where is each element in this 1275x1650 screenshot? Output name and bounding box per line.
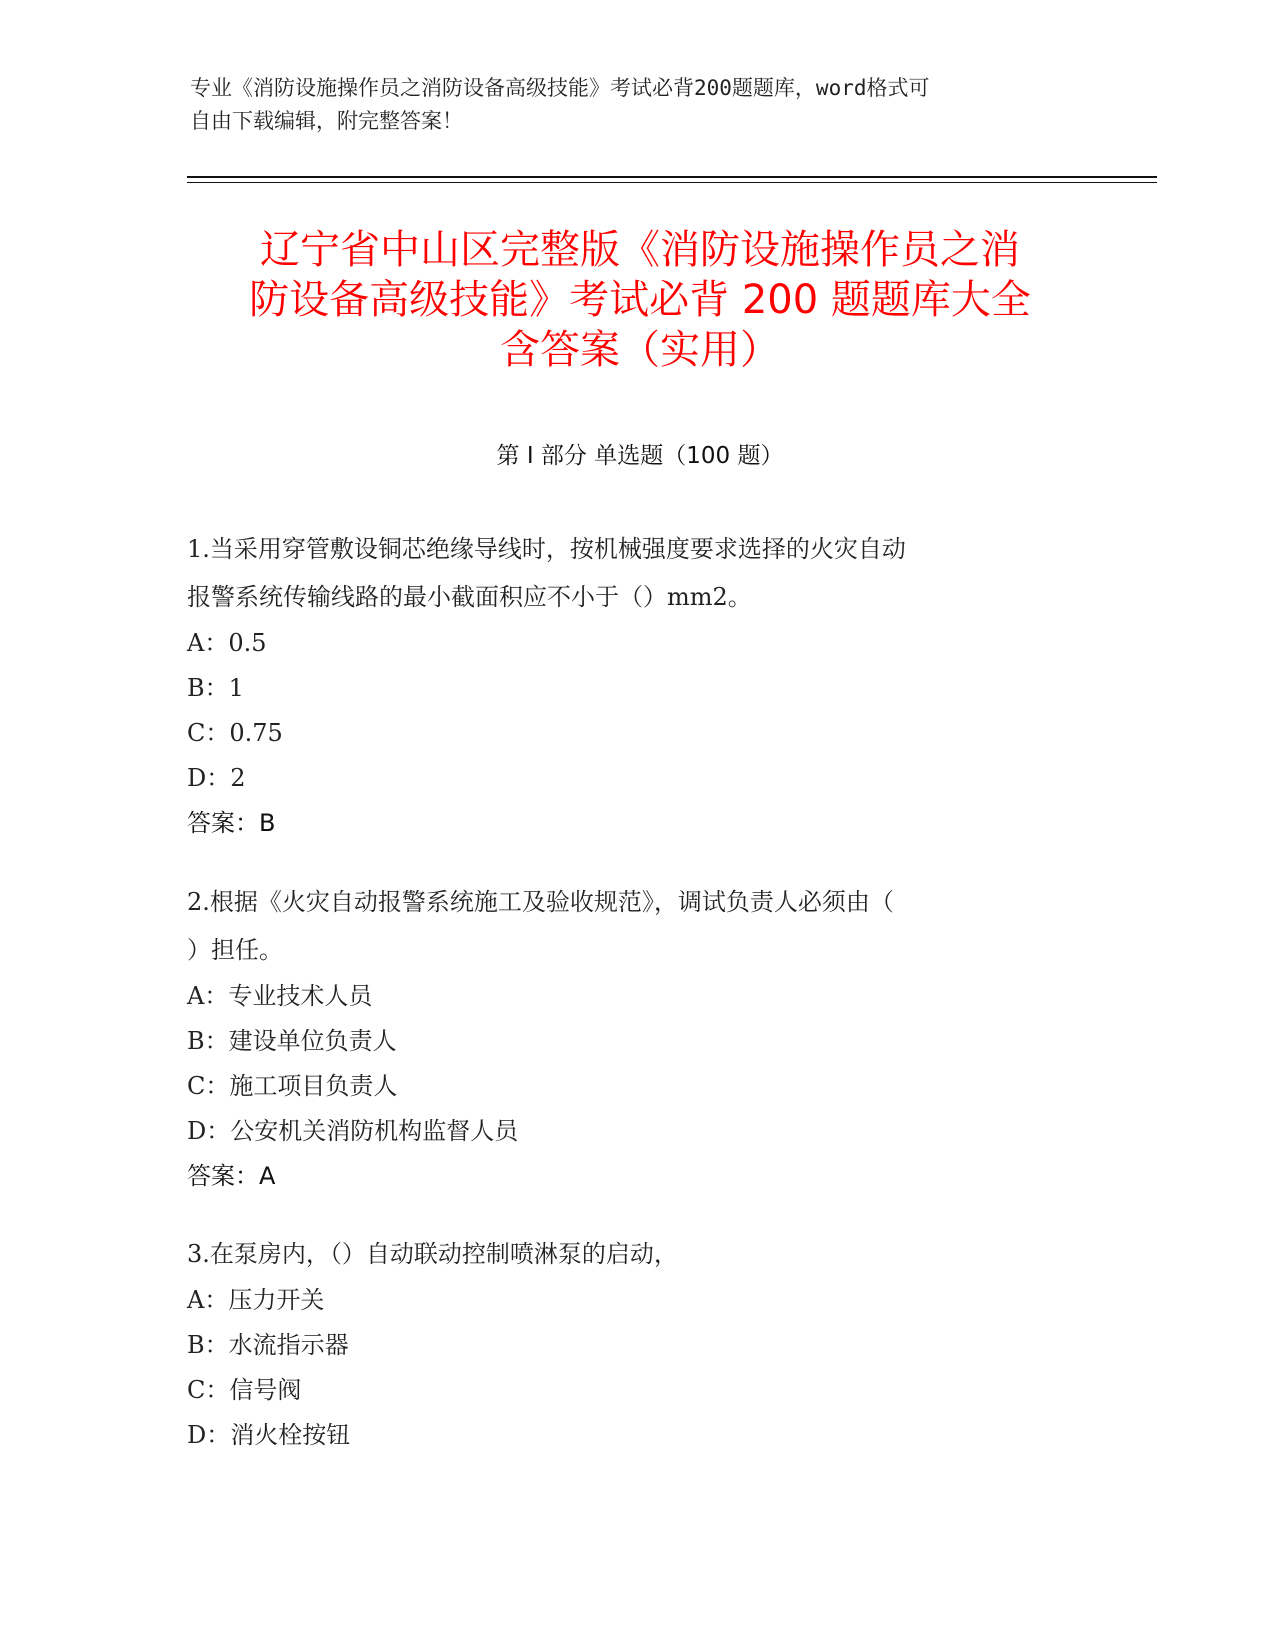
question-stem-line: 1.当采用穿管敷设铜芯绝缘导线时，按机械强度要求选择的火灾自动 [187,535,906,563]
option-d: D：2 [187,764,246,792]
question-stem-line: 2.根据《火灾自动报警系统施工及验收规范》，调试负责人必须由（ [187,888,894,916]
answer-label: 答案：A [187,1162,276,1190]
answer-label: 答案：B [187,809,276,837]
header-divider-thick [187,176,1157,178]
question-stem-line: 报警系统传输线路的最小截面积应不小于（）mm2。 [187,583,752,611]
header-note-line-1: 专业《消防设施操作员之消防设备高级技能》考试必背200题题库，word格式可 [190,76,930,100]
option-d: D：公安机关消防机构监督人员 [187,1117,519,1145]
document-title-line-1: 辽宁省中山区完整版《消防设施操作员之消 [260,227,1020,273]
option-a: A：0.5 [187,629,267,657]
option-b: B：水流指示器 [187,1331,349,1359]
section-heading: 第 I 部分 单选题（100 题） [496,443,784,469]
option-c: C：信号阀 [187,1376,302,1404]
option-b: B：建设单位负责人 [187,1027,397,1055]
document-title-line-2: 防设备高级技能》考试必背 200 题题库大全 [249,277,1031,323]
option-a: A：压力开关 [187,1286,325,1314]
option-a: A：专业技术人员 [187,982,373,1010]
option-c: C：施工项目负责人 [187,1072,398,1100]
header-note-line-2: 自由下载编辑，附完整答案！ [190,109,463,133]
question-2 [187,878,1077,1199]
document-title-line-3: 含答案（实用） [500,327,780,373]
question-3 [187,1230,1077,1458]
question-1 [187,525,1077,846]
header-divider-thin [187,182,1157,183]
header-note [190,72,1090,138]
document-title [190,225,1090,375]
option-c: C：0.75 [187,719,283,747]
question-stem-line: ）担任。 [187,936,283,964]
question-stem-line: 3.在泵房内，（）自动联动控制喷淋泵的启动， [187,1240,678,1268]
option-b: B：1 [187,674,244,702]
option-d: D：消火栓按钮 [187,1421,351,1449]
